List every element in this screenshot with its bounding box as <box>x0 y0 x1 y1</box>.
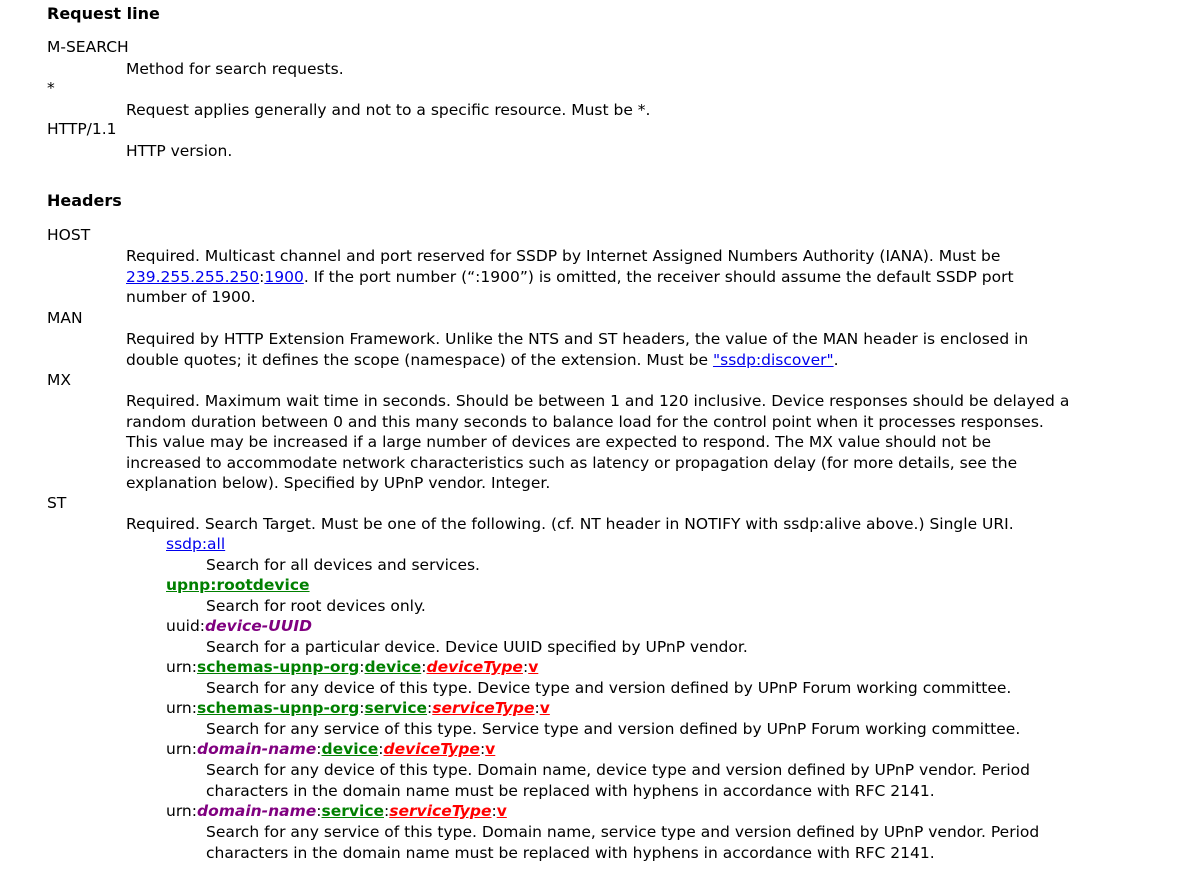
st-vendor-service: urn:domain-name:service:serviceType:v <box>166 802 507 820</box>
def-man-line-1: Required by HTTP Extension Framework. Unlike the NTS and ST headers, the value of the MAN header is enclosed in <box>126 330 1029 348</box>
def-mx-line: increased to accommodate network characteristics such as latency or propagation delay (for more details, see the <box>126 453 1018 472</box>
st-rootdevice-def: Search for root devices only. <box>206 597 426 615</box>
def-mx-line: random duration between 0 and this many seconds to balance load for the control point when it processes responses. <box>126 412 1044 431</box>
def-m-search: Method for search requests. <box>126 60 344 78</box>
term-asterisk: * <box>47 79 55 97</box>
def-st: Required. Search Target. Must be one of the following. (cf. NT header in NOTIFY with ssdp:alive above.) Single URI. <box>126 515 1014 533</box>
headers-heading: Headers <box>47 191 122 210</box>
def-host-line-2: 239.255.255.250:1900. If the port number (“:1900”) is omitted, the receiver should assume the default SSDP port <box>126 267 1014 286</box>
st-ssdp-all <box>166 535 225 553</box>
st-ssdp-all-def: Search for all devices and services. <box>206 556 480 574</box>
term-man: MAN <box>47 309 83 327</box>
ssdp-discover-link[interactable]: "ssdp:discover" <box>712 350 834 369</box>
def-mx-line: Required. Maximum wait time in seconds. Should be between 1 and 120 inclusive. Device responses should be delayed a <box>126 392 1070 410</box>
term-st: ST <box>47 494 67 512</box>
st-vendor-device-def: Search for any device of this type. Domain name, device type and version defined by UPnP vendor. Period characters in the domain name must be replaced with hyphens in accordance with RFC 2141. <box>206 761 1031 800</box>
multicast-address-link[interactable]: 239.255.255.250 <box>126 267 260 286</box>
st-std-device-def: Search for any device of this type. Device type and version defined by UPnP Forum working committee. <box>206 679 1012 697</box>
def-host-line-3: number of 1900. <box>126 288 256 306</box>
ssdp-all-link[interactable]: ssdp:all <box>166 535 226 553</box>
rootdevice-token: upnp:rootdevice <box>166 576 310 594</box>
def-man-line-2: double quotes; it defines the scope (namespace) of the extension. Must be "ssdp:discover". <box>126 350 839 369</box>
def-man <box>126 329 1028 370</box>
st-vendor-device: urn:domain-name:device:deviceType:v <box>166 740 496 758</box>
st-std-service: urn:schemas-upnp-org:service:serviceType:v <box>166 699 550 717</box>
request-line-heading: Request line <box>47 4 160 23</box>
term-http-version: HTTP/1.1 <box>47 120 117 138</box>
st-uuid-def: Search for a particular device. Device UUID specified by UPnP vendor. <box>206 638 748 656</box>
st-uuid: uuid:device-UUID <box>166 617 312 635</box>
def-http-version: HTTP version. <box>126 142 233 160</box>
def-mx-line: explanation below). Specified by UPnP vendor. Integer. <box>126 474 551 492</box>
term-mx: MX <box>47 371 71 389</box>
def-mx <box>126 391 1069 494</box>
st-std-device: urn:schemas-upnp-org:device:deviceType:v <box>166 658 539 676</box>
st-std-service-def: Search for any service of this type. Service type and version defined by UPnP Forum working committee. <box>206 720 1021 738</box>
def-host <box>126 246 1014 308</box>
term-m-search: M-SEARCH <box>47 38 129 56</box>
def-asterisk: Request applies generally and not to a specific resource. Must be *. <box>126 101 651 119</box>
def-mx-line: This value may be increased if a large number of devices are expected to respond. The MX value should not be <box>126 433 992 451</box>
st-rootdevice <box>166 576 310 594</box>
port-link[interactable]: 1900 <box>264 267 304 286</box>
device-uuid-token: device-UUID <box>205 617 312 635</box>
def-host-line-1: Required. Multicast channel and port reserved for SSDP by Internet Assigned Numbers Authority (IANA). Must be <box>126 247 1001 265</box>
st-vendor-service-def: Search for any service of this type. Domain name, service type and version defined by UPnP vendor. Period characters in the domain name must be replaced with hyphens in accordance with RFC 2141. <box>206 823 1040 862</box>
term-host: HOST <box>47 226 91 244</box>
